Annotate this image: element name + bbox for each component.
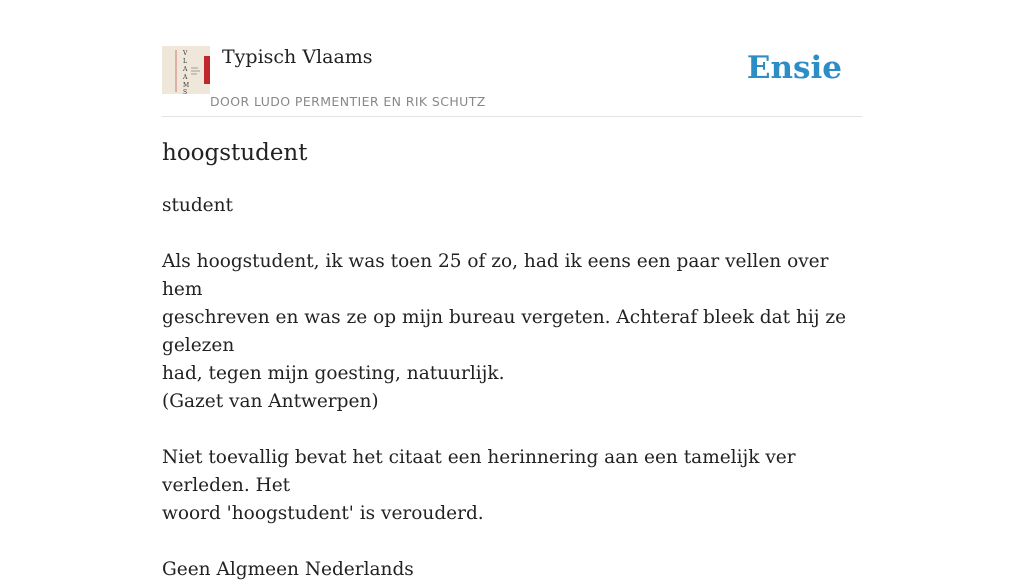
- svg-text:A: A: [183, 66, 188, 73]
- book-title[interactable]: Typisch Vlaams: [222, 46, 373, 68]
- book-cover-avatar[interactable]: [162, 46, 210, 94]
- ensie-logo-link[interactable]: Ensie: [746, 50, 842, 86]
- book-cover-image: [162, 46, 210, 94]
- svg-text:L: L: [183, 58, 187, 65]
- comment-line: woord 'hoogstudent' is verouderd.: [162, 503, 484, 524]
- spacer: [162, 220, 866, 248]
- svg-text:A: A: [183, 74, 188, 81]
- book-authors: DOOR LUDO PERMENTIER EN RIK SCHUTZ: [210, 94, 486, 109]
- quote-source: (Gazet van Antwerpen): [162, 391, 379, 412]
- comment-line: Niet toevallig bevat het citaat een herinnering aan een tamelijk ver verleden. Het: [162, 447, 796, 496]
- entry-meaning: student: [162, 195, 233, 216]
- header: [162, 44, 862, 117]
- entry-word: hoogstudent: [162, 140, 308, 166]
- spacer: [162, 528, 866, 556]
- entry-content: [162, 192, 866, 584]
- spacer: [162, 416, 866, 444]
- svg-text:M: M: [183, 82, 190, 89]
- quote-line: had, tegen mijn goesting, natuurlijk.: [162, 363, 505, 384]
- usage-note: Geen Algmeen Nederlands: [162, 559, 414, 580]
- svg-text:V: V: [183, 50, 188, 57]
- svg-text:S: S: [183, 89, 188, 96]
- quote-line: geschreven en was ze op mijn bureau vergeten. Achteraf bleek dat hij ze gelezen: [162, 307, 847, 356]
- quote-line: Als hoogstudent, ik was toen 25 of zo, had ik eens een paar vellen over hem: [162, 251, 829, 300]
